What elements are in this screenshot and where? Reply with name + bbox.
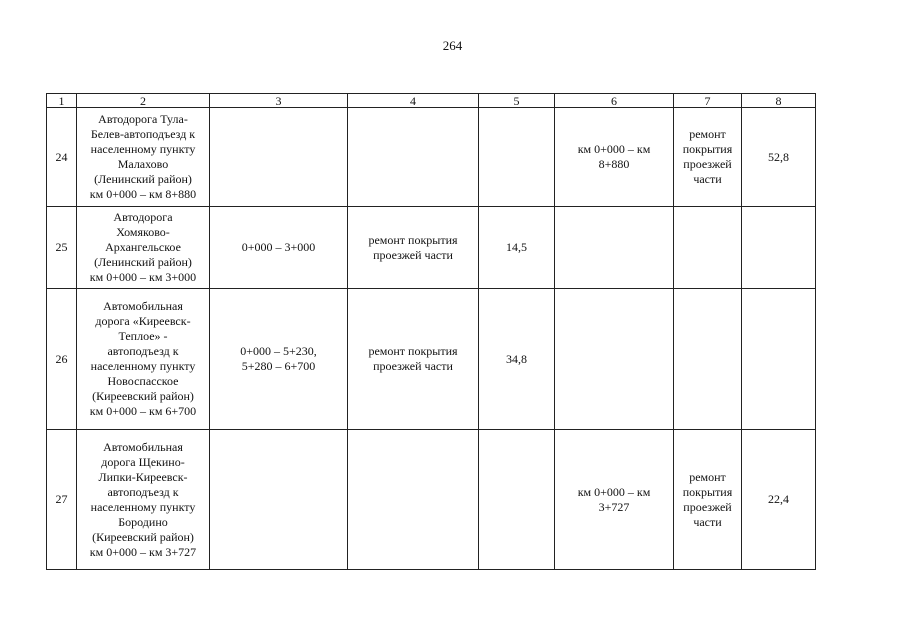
value-cell: 14,5: [479, 207, 555, 289]
column-header: 8: [742, 94, 816, 108]
km-section-cell: [210, 108, 348, 207]
road-name-cell: Автомобильная дорога «Киреевск- Теплое» - автоподъезд к населенному пункту Новоспасское (Киреевский район) км 0+000 – км 6+700: [77, 289, 210, 430]
row-number: 24: [47, 108, 77, 207]
column-header: 1: [47, 94, 77, 108]
km-section-cell-2: [555, 289, 674, 430]
value-cell-2: 22,4: [742, 430, 816, 570]
value-cell: [479, 108, 555, 207]
value-cell-2: [742, 207, 816, 289]
table-row: [47, 108, 816, 207]
column-header: 4: [348, 94, 479, 108]
km-section-cell-2: км 0+000 – км 3+727: [555, 430, 674, 570]
road-repair-table: [46, 93, 816, 570]
row-number: 26: [47, 289, 77, 430]
road-name-cell: Автодорога Хомяково- Архангельское (Ленинский район) км 0+000 – км 3+000: [77, 207, 210, 289]
km-section-cell: 0+000 – 5+230, 5+280 – 6+700: [210, 289, 348, 430]
km-section-cell: [210, 430, 348, 570]
work-type-cell-2: [674, 289, 742, 430]
value-cell: 34,8: [479, 289, 555, 430]
value-cell: [479, 430, 555, 570]
work-type-cell-2: ремонт покрытия проезжей части: [674, 108, 742, 207]
km-section-cell-2: км 0+000 – км 8+880: [555, 108, 674, 207]
table-row: [47, 430, 816, 570]
value-cell-2: 52,8: [742, 108, 816, 207]
work-type-cell: [348, 108, 479, 207]
row-number: 27: [47, 430, 77, 570]
road-name-cell: Автомобильная дорога Щекино- Липки-Киреевск- автоподъезд к населенному пункту Бородино (Киреевский район) км 0+000 – км 3+727: [77, 430, 210, 570]
km-section-cell-2: [555, 207, 674, 289]
road-name-cell: Автодорога Тула- Белев-автоподъезд к населенному пункту Малахово (Ленинский район) км 0+000 – км 8+880: [77, 108, 210, 207]
work-type-cell: [348, 430, 479, 570]
work-type-cell-2: ремонт покрытия проезжей части: [674, 430, 742, 570]
work-type-cell-2: [674, 207, 742, 289]
work-type-cell: ремонт покрытия проезжей части: [348, 207, 479, 289]
column-header: 5: [479, 94, 555, 108]
table-header-row: [47, 94, 816, 108]
value-cell-2: [742, 289, 816, 430]
page-number: 264: [442, 38, 463, 53]
km-section-cell: 0+000 – 3+000: [210, 207, 348, 289]
column-header: 7: [674, 94, 742, 108]
column-header: 6: [555, 94, 674, 108]
table-row: [47, 207, 816, 289]
column-header: 2: [77, 94, 210, 108]
column-header: 3: [210, 94, 348, 108]
work-type-cell: ремонт покрытия проезжей части: [348, 289, 479, 430]
row-number: 25: [47, 207, 77, 289]
table-row: [47, 289, 816, 430]
